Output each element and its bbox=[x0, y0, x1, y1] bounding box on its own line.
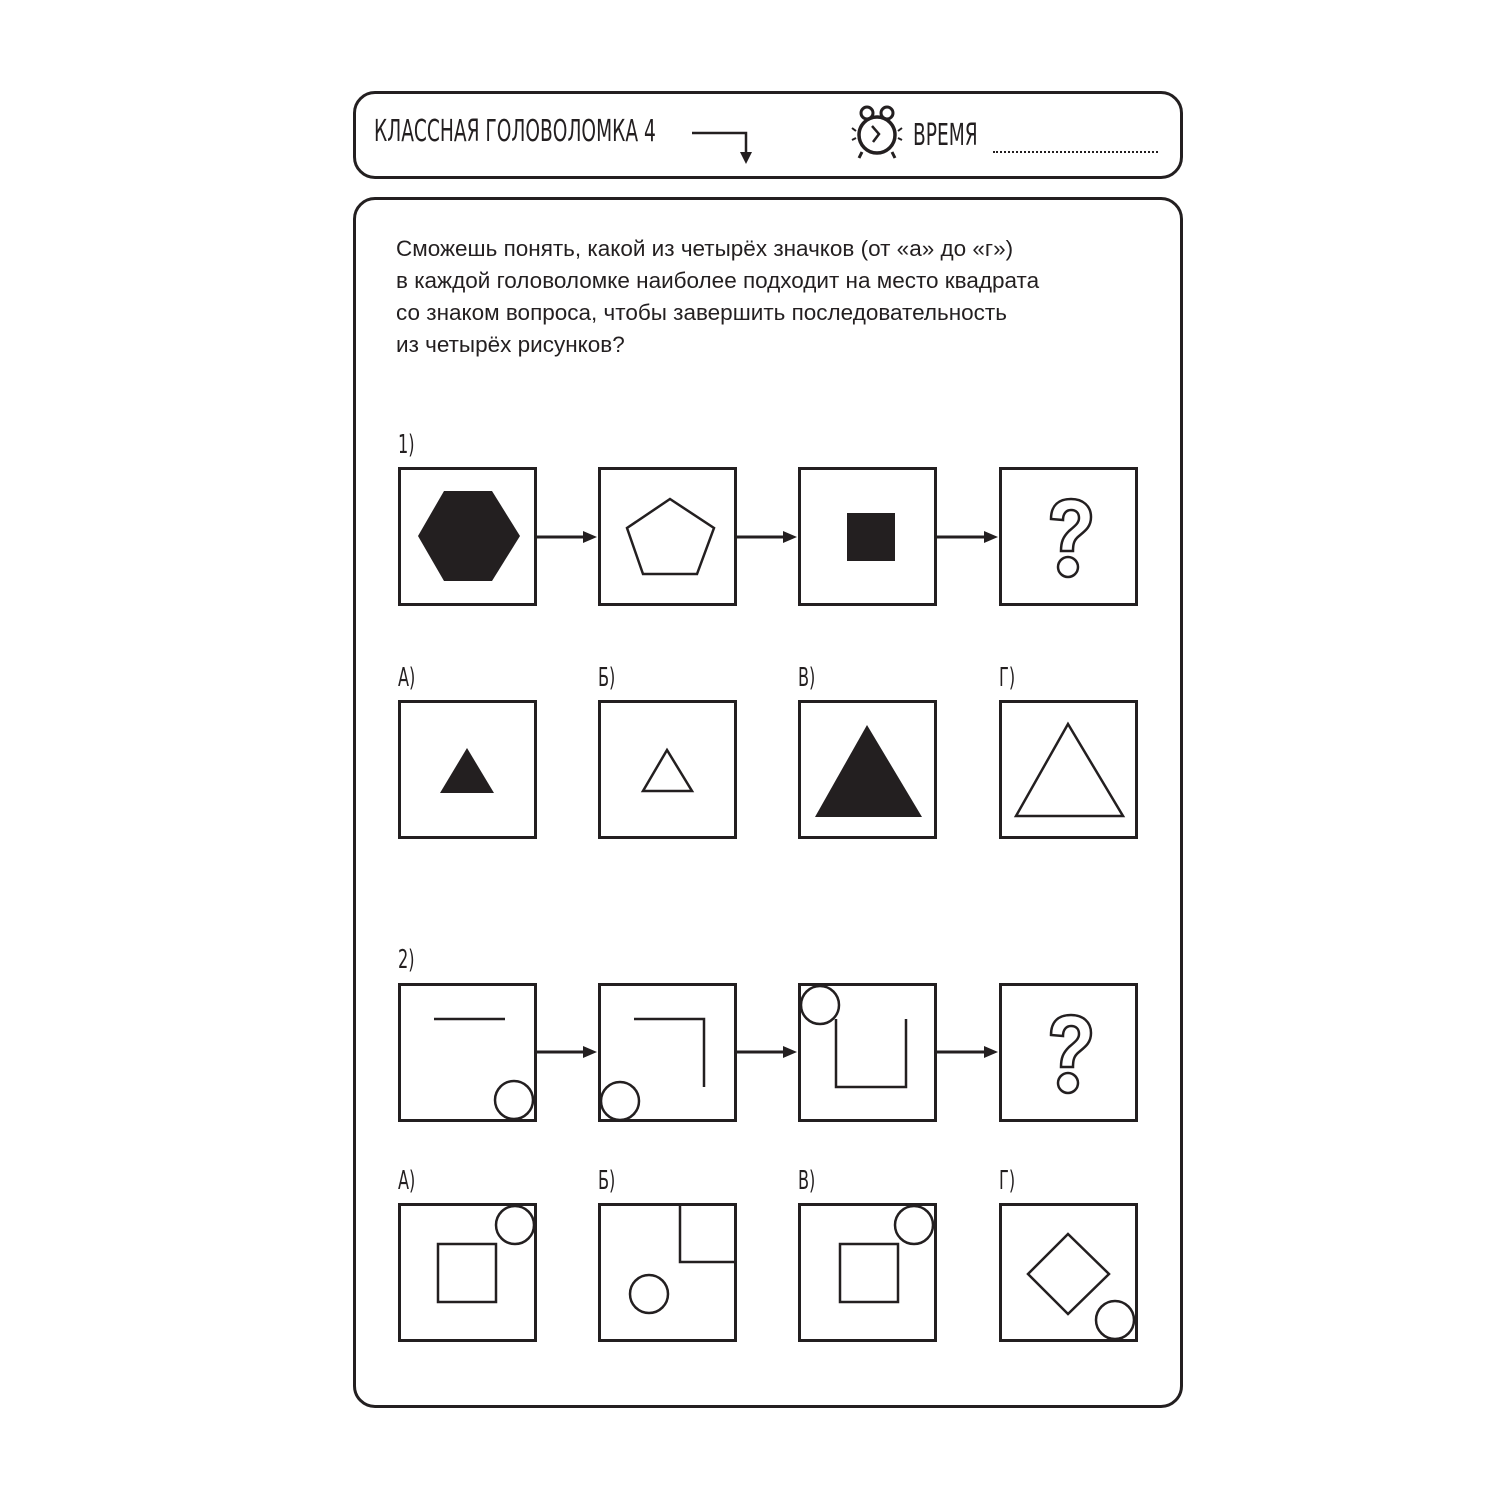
puzzle-1-number: 1) bbox=[398, 430, 415, 460]
puzzle-1-sequence-3 bbox=[798, 467, 937, 606]
puzzle-2-option-a[interactable] bbox=[398, 1203, 537, 1342]
page-title: КЛАССНАЯ ГОЛОВОЛОМКА 4 bbox=[374, 114, 656, 149]
puzzle-2-sequence-3 bbox=[798, 983, 937, 1122]
question-mark-icon bbox=[999, 983, 1138, 1122]
square-and-circle-icon bbox=[798, 1203, 937, 1342]
instructions bbox=[396, 233, 1156, 361]
time-entry-line[interactable] bbox=[993, 151, 1158, 153]
small-filled-triangle-icon bbox=[398, 700, 537, 839]
arrow-right-icon bbox=[937, 1045, 1000, 1059]
puzzle-1-answer-slot[interactable] bbox=[999, 467, 1138, 606]
pentagon-icon bbox=[598, 467, 737, 606]
question-mark-icon bbox=[999, 467, 1138, 606]
arrow-right-icon bbox=[537, 1045, 599, 1059]
option-label-b: Б) bbox=[598, 1166, 616, 1196]
puzzle-2-option-b[interactable] bbox=[598, 1203, 737, 1342]
puzzle-2-sequence-2 bbox=[598, 983, 737, 1122]
option-label-a: А) bbox=[398, 663, 416, 693]
option-label-g: Г) bbox=[999, 663, 1016, 693]
puzzle-2-answer-slot[interactable] bbox=[999, 983, 1138, 1122]
puzzle-2-number: 2) bbox=[398, 945, 415, 975]
puzzle-2-option-g[interactable] bbox=[999, 1203, 1138, 1342]
arrow-right-icon bbox=[737, 530, 799, 544]
instruction-line: в каждой головоломке наиболее подходит на место квадрата bbox=[396, 268, 1040, 293]
puzzle-1-option-a[interactable] bbox=[398, 700, 537, 839]
arrow-down-right-icon bbox=[690, 128, 756, 168]
option-label-b: Б) bbox=[598, 663, 616, 693]
instruction-line: со знаком вопроса, чтобы завершить последовательность bbox=[396, 300, 1007, 325]
large-outline-triangle-icon bbox=[999, 700, 1138, 839]
corner-and-circle-icon bbox=[598, 983, 737, 1122]
puzzle-1-sequence-2 bbox=[598, 467, 737, 606]
puzzle-2-sequence-1 bbox=[398, 983, 537, 1122]
puzzle-2-option-v[interactable] bbox=[798, 1203, 937, 1342]
puzzle-1-option-b[interactable] bbox=[598, 700, 737, 839]
option-label-g: Г) bbox=[999, 1166, 1016, 1196]
arrow-right-icon bbox=[537, 530, 599, 544]
square-and-circle-icon bbox=[398, 1203, 537, 1342]
arrow-right-icon bbox=[737, 1045, 799, 1059]
u-shape-and-circle-icon bbox=[798, 983, 937, 1122]
corner-square-and-circle-icon bbox=[598, 1203, 737, 1342]
line-and-circle-icon bbox=[398, 983, 537, 1122]
arrow-right-icon bbox=[937, 530, 1000, 544]
puzzle-1-option-g[interactable] bbox=[999, 700, 1138, 839]
filled-square-icon bbox=[798, 467, 937, 606]
instruction-line: из четырёх рисунков? bbox=[396, 332, 625, 357]
small-outline-triangle-icon bbox=[598, 700, 737, 839]
filled-hexagon-icon bbox=[398, 467, 537, 606]
puzzle-1-sequence-1 bbox=[398, 467, 537, 606]
option-label-a: А) bbox=[398, 1166, 416, 1196]
option-label-v: В) bbox=[798, 1166, 816, 1196]
time-label: ВРЕМЯ bbox=[913, 118, 978, 153]
puzzle-1-option-v[interactable] bbox=[798, 700, 937, 839]
instruction-line: Сможешь понять, какой из четырёх значков (от «а» до «г») bbox=[396, 236, 1014, 261]
diamond-and-circle-icon bbox=[999, 1203, 1138, 1342]
alarm-clock-icon bbox=[850, 104, 906, 162]
option-label-v: В) bbox=[798, 663, 816, 693]
large-filled-triangle-icon bbox=[798, 700, 937, 839]
